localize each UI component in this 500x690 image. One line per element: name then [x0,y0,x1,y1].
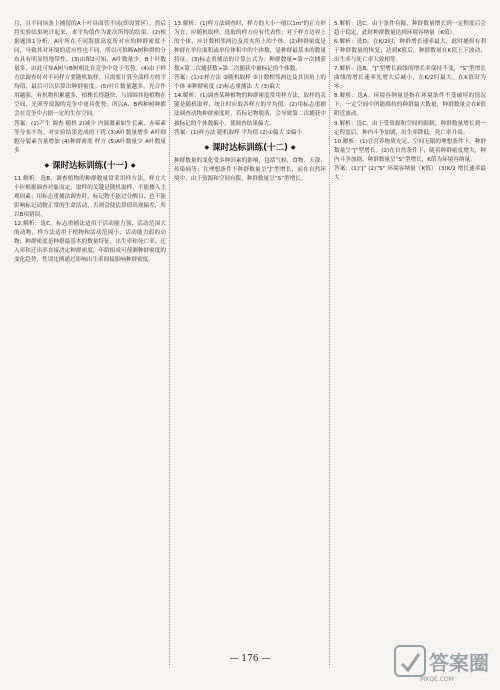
paragraph: 13.解析：(1)样方法调查时，样方的大小一般以1m²的正方形为宜，应随机取样，选取的样方应有代表性；对于样方边界上的个体，应计数相邻两边及其夹角上的个体。(2)种群密度是种群在单位面积或单位体积中的个体数，是种群最基本的数量特征。(3)标志重捕法的计算公式为：种群数量=第一次捕获数×第二次捕获数÷第二次捕获中被标记的个体数。 [174,21,326,73]
text-column-middle [174,20,326,665]
text-column-right [334,20,486,665]
column-divider [169,20,170,665]
watermark-text: 答案圈 [429,651,489,675]
page-content [14,20,486,670]
paragraph: 12.解析：选C。标志重捕法适用于活动能力强、活动范围大的动物，样方法适用于植物和活动范围小、活动能力弱的动物；种群密度是种群最基本的数量特征，出生率和死亡率、迁入率和迁出率直接决定种群密度，年龄组成可预测种群密度的变化趋势，性别比例通过影响出生率间接影响种群密度。 [14,220,166,264]
text-column-left [14,20,166,665]
paragraph: 9.解析：选C。由于受资源和空间的限制，种群数量增长到一定程度后，种内斗争加剧，出生率降低，死亡率升高。 [334,120,486,136]
paragraph: 7.解析：选B。“J”型增长曲线的增长率保持不变，“S”型增长曲线的增长速率先增大后减小，在K/2时最大，在K值时为零。 [334,66,486,91]
paragraph: 14.解析：(1)调查某种植物的种群密度常用样方法，取样的关键是随机取样，统计时应取各样方的平均值。(2)用标志重捕法调查动物种群密度时，若标记物脱落，会导致第二次捕获中被标记的个体数偏小，使调查结果偏大。 [174,93,326,127]
paragraph: 答案：(1)①样方法 ②随机取样 ③计数相邻两边及其顶角上的个体 ④种群密度 (2)标志重捕法 大 (3)偏大 [174,75,326,91]
paragraph: 答案：(1)“J” (2)“S” 环境容纳量（K值） (3)K/2 增长速率最大 [334,165,486,181]
paragraph: 10.解析：(1)在营养物质充足、空间无限的理想条件下，种群数量呈“J”型增长。(2)在自然条件下，随着种群密度增大，种内斗争加剧，种群数量呈“S”型增长，K值为环境容纳量。 [334,138,486,163]
paragraph: 种群数量的变化受多种因素的影响，包括气候、食物、天敌、传染病等；在理想条件下种群数量呈“J”型增长，而在自然环境中，由于资源和空间有限，种群数量呈“S”型增长。 [174,157,326,182]
paragraph: 6.解析：选D。在K/2时，种群增长速率最大，此时捕捞有利于种群数量的恢复；达到K值后，种群数量在K值上下波动，出生率与死亡率大致相等。 [334,39,486,64]
column-divider [329,20,330,665]
paragraph: 8.解析：选A。环境容纳量是指在环境条件不受破坏的情况下，一定空间中所能维持的种群最大数量，种群数量会在K值附近波动。 [334,93,486,118]
page-number: 176 [241,654,259,664]
paragraph: 11.解析：选B。调查植物的种群数量常采用样方法，样方大小应根据调查对象而定，取样的关键是随机取样，不能掺入主观因素；用标志重捕法调查时，标记物不能过分醒目，也不能影响标记动物正常的生命活动，否则会使估算值出现偏差，所以B项错误。 [14,175,166,218]
paragraph: 5.解析：选C。由于条件有限，种群数量增长到一定程度后会趋于稳定，此时种群数量达到环境容纳量（K值）。 [334,21,486,37]
paragraph: 答案：(1)产生 调查 随机 2)减少 内源激素如生长素、赤霉素等分布不均。对实验结果造成的干扰 (3)A叶数量增多 A叶细胞分裂素含量增加 (4)种群密度 样方 (5)A叶数量少 A叶数量多 [14,120,166,154]
watermark-url: MXQE.COM [420,676,454,683]
section-heading: ◆ 课时达标训练(十二) ◆ [174,141,326,155]
paragraph: 答案：(1)样方法 随机取样 平均值 (2)①偏大 ②偏小 [174,129,303,136]
section-heading: ◆ 课时达标训练(十一) ◆ [14,159,166,173]
page-number-footer: — 176 — [229,654,271,664]
paragraph: 月，且不同场条上捕留的A十叶具面管不同(即设置区），然后将实验结果统计起来，求平均值作为此次所得的结果。(2)根据题图1分析，A叶所在不同海拔高度所对应的种群密度不同，导致其对环境的适应性也不同，所以可推断A树种群的分布具有明显的地带性。(3)由图2可知，A叶数量少，B十叶数量多，由此可知A树与B树相比在竞争中处于劣势。(4)由于样方法调查时对不同样方要随机取样，且需要计算全部样方的平均值，最后可以估算出种群密度。(5)叶片数量越多，光合作用越强，有机物积累越多，植株长得越快，与周围其他植物在空间、光照等资源的竞争中更具优势，所以A、B两种树种都会在竞争中占据一定的生存空间。 [14,21,166,118]
